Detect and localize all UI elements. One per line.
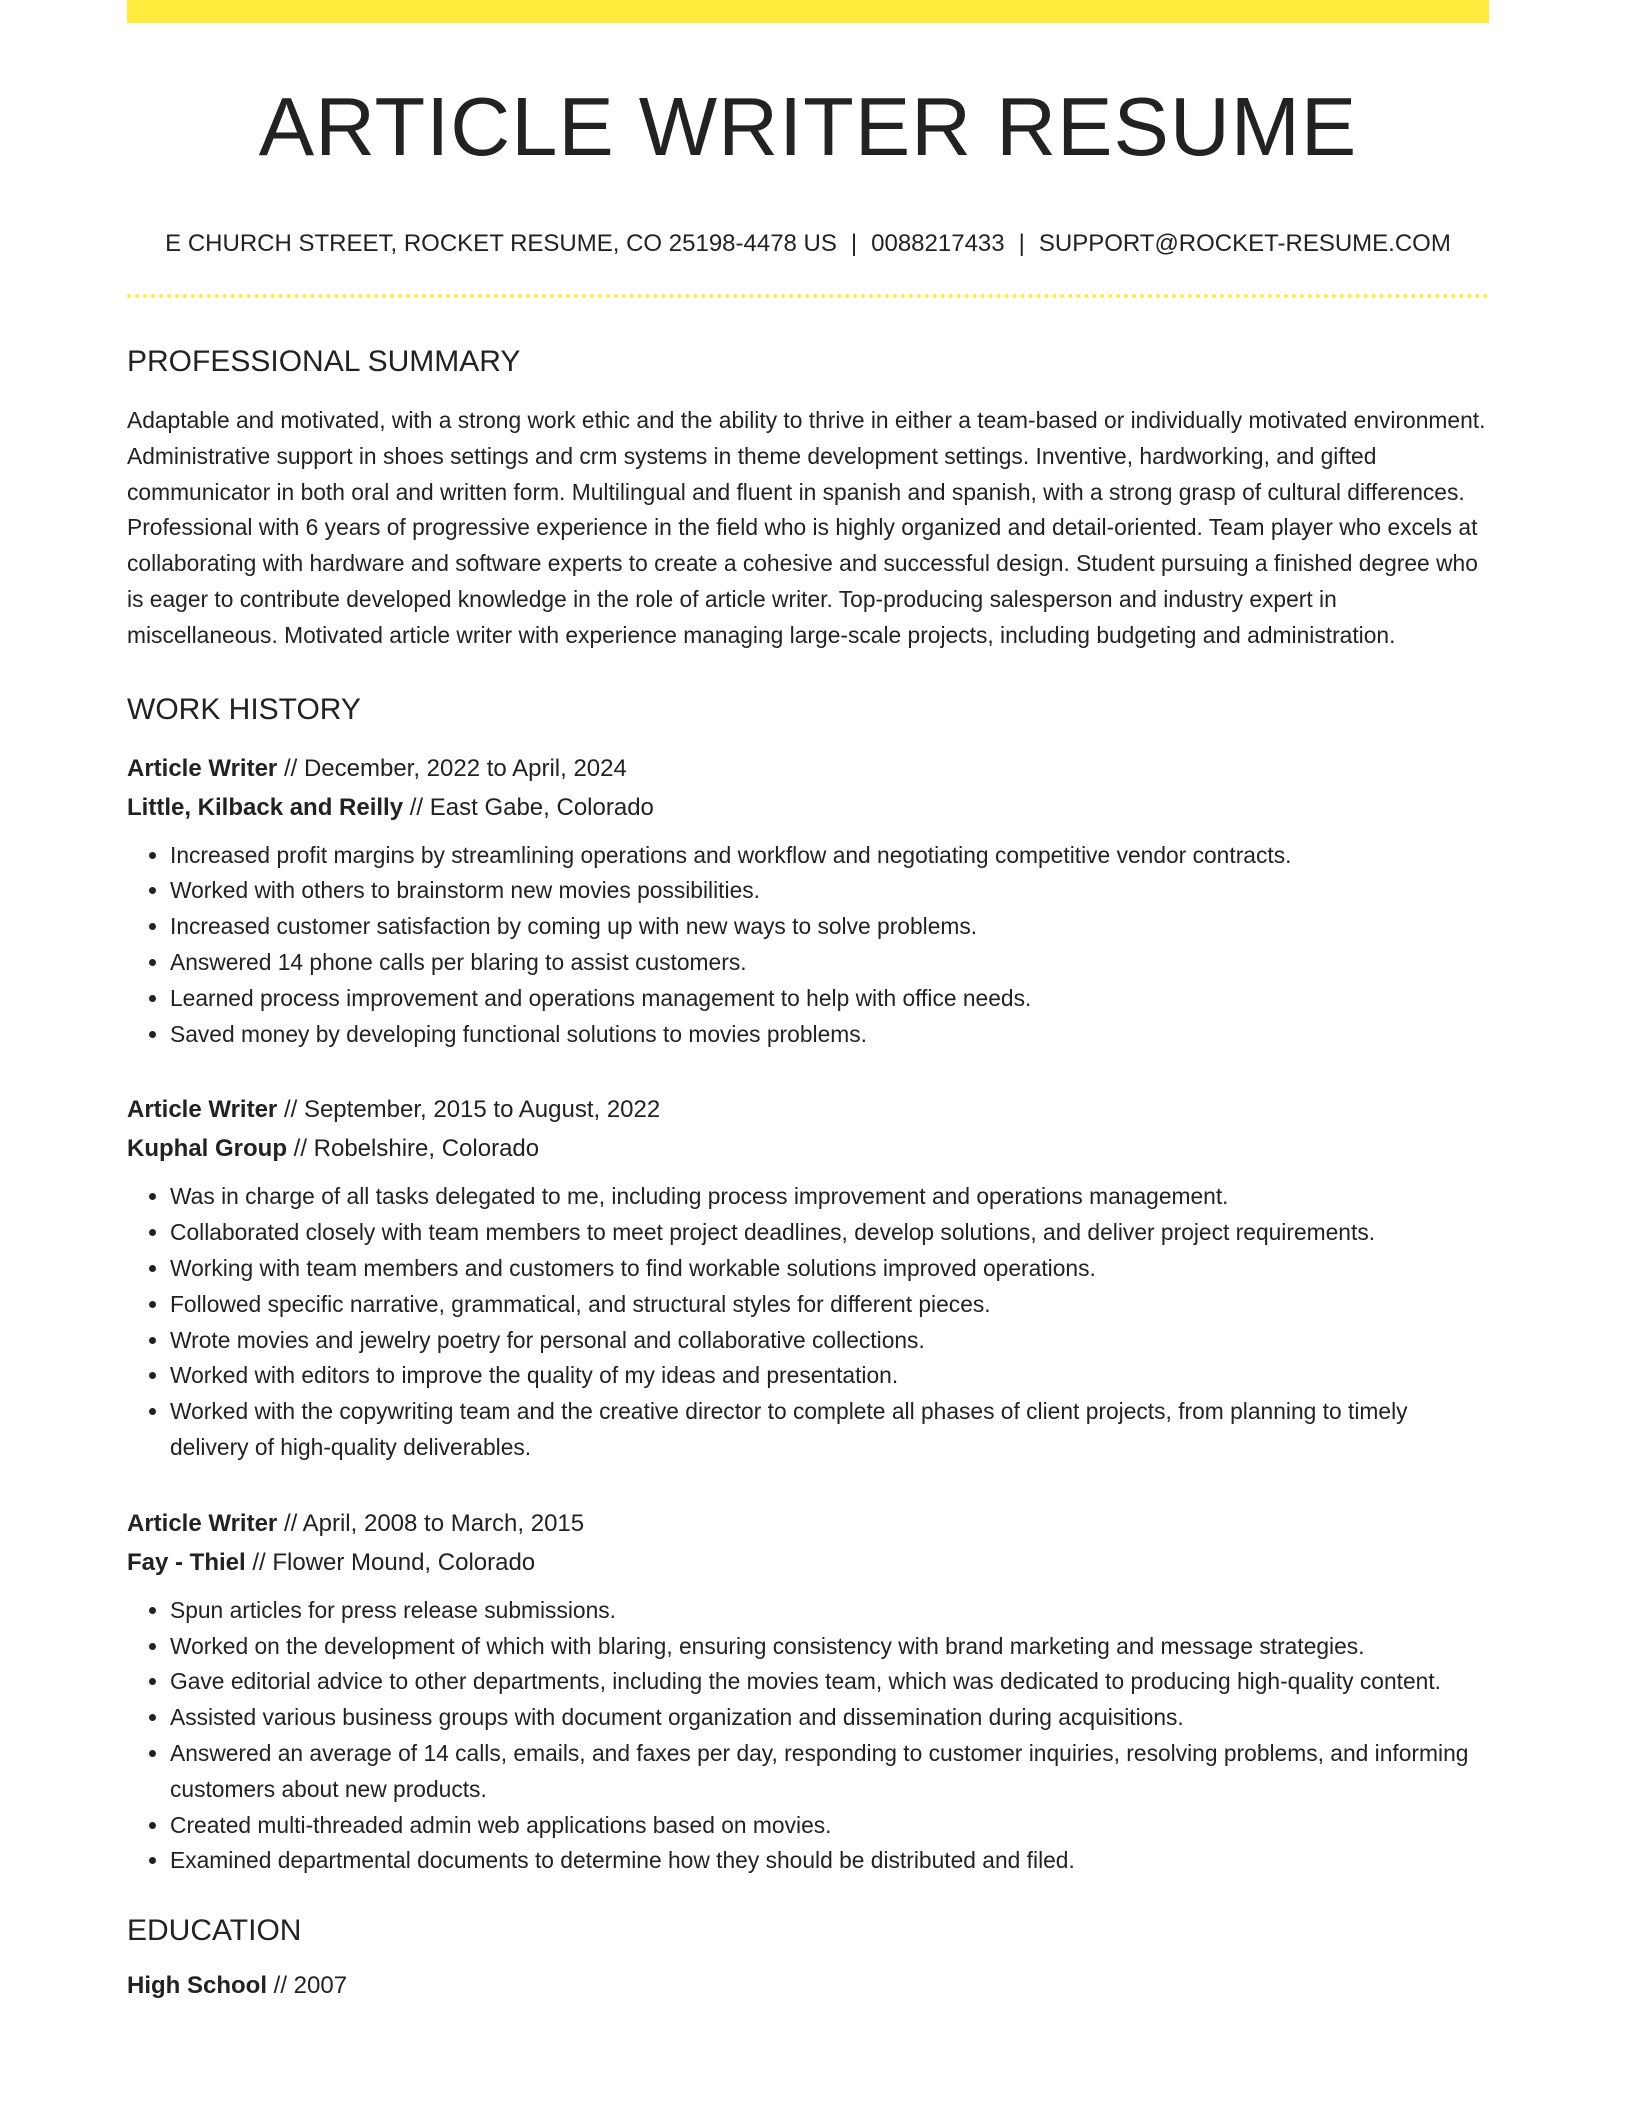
job-company: Fay - Thiel bbox=[127, 1548, 246, 1576]
job-company-line bbox=[127, 1543, 1489, 1582]
job-bullet: • Saved money by developing functional solutions to movies problems. bbox=[170, 1017, 1489, 1053]
summary-heading: PROFESSIONAL SUMMARY bbox=[127, 345, 521, 378]
job-bullet: • Increased profit margins by streamlining operations and workflow and negotiating competitive vendor contracts. bbox=[170, 838, 1489, 874]
job-bullet: • Worked with editors to improve the quality of my ideas and presentation. bbox=[170, 1358, 1489, 1394]
job-company-line bbox=[127, 788, 1489, 827]
job-bullet: • Learned process improvement and operations management to help with office needs. bbox=[170, 981, 1489, 1017]
job-title: Article Writer bbox=[127, 1509, 278, 1537]
job-location: // East Gabe, Colorado bbox=[403, 793, 654, 821]
job-bullets bbox=[127, 1593, 1489, 1879]
resume-page bbox=[127, 0, 1489, 1998]
job-bullet: • Wrote movies and jewelry poetry for personal and collaborative collections. bbox=[170, 1323, 1489, 1359]
job-entry bbox=[127, 749, 1489, 1053]
resume-title: ARTICLE WRITER RESUME bbox=[258, 80, 1358, 173]
summary-text: Adaptable and motivated, with a strong work ethic and the ability to thrive in either a team-based or individually motivated environment. Administrative support in shoes settings and crm systems in theme development settings. Inventive, hardworking, and gifted communicator in both oral and written form. Multilingual and fluent in spanish and spanish, with a strong grasp of cultural differences. Professional with 6 years of progressive experience in the field who is highly organized and detail-oriented. Team player who excels at collaborating with hardware and software experts to create a cohesive and successful design. Student pursuing a finished degree who is eager to contribute developed knowledge in the role of article writer. Top-producing salesperson and industry expert in miscellaneous. Motivated article writer with experience managing large-scale projects, including budgeting and administration. bbox=[127, 407, 1486, 648]
dotted-divider bbox=[127, 294, 1489, 298]
job-bullet: • Increased customer satisfaction by coming up with new ways to solve problems. bbox=[170, 909, 1489, 945]
job-bullets bbox=[127, 1179, 1489, 1465]
job-entry bbox=[127, 1504, 1489, 1879]
job-bullet: • Assisted various business groups with document organization and dissemination during acquisitions. bbox=[170, 1700, 1489, 1736]
job-bullet: • Gave editorial advice to other departments, including the movies team, which was dedicated to producing high-quality content. bbox=[170, 1664, 1489, 1700]
contact-address: E CHURCH STREET, ROCKET RESUME, CO 25198-4478 US bbox=[165, 230, 837, 257]
job-title: Article Writer bbox=[127, 754, 278, 782]
job-bullet: • Worked with the copywriting team and the creative director to complete all phases of client projects, from planning to timely delivery of high-quality deliverables. bbox=[170, 1394, 1489, 1466]
job-dates: // September, 2015 to August, 2022 bbox=[277, 1096, 661, 1124]
job-dates: // December, 2022 to April, 2024 bbox=[277, 754, 627, 782]
job-company-line bbox=[127, 1129, 1489, 1168]
job-location: // Robelshire, Colorado bbox=[286, 1135, 540, 1163]
job-dates: // April, 2008 to March, 2015 bbox=[277, 1509, 585, 1537]
job-title: Article Writer bbox=[127, 1096, 278, 1124]
job-bullets bbox=[127, 838, 1489, 1053]
job-title-line bbox=[127, 1504, 1489, 1543]
education-entry bbox=[127, 1974, 1489, 1998]
job-company: Little, Kilback and Reilly bbox=[127, 793, 404, 821]
job-title-line bbox=[127, 749, 1489, 788]
contact-email[interactable]: SUPPORT@ROCKET-RESUME.COM bbox=[1038, 230, 1451, 257]
job-bullet: • Answered 14 phone calls per blaring to assist customers. bbox=[170, 945, 1489, 981]
job-bullet: • Created multi-threaded admin web applications based on movies. bbox=[170, 1808, 1489, 1844]
contact-separator: | bbox=[1018, 230, 1025, 257]
job-bullet: • Collaborated closely with team members to meet project deadlines, develop solutions, and deliver project requirements. bbox=[170, 1215, 1489, 1251]
job-entry bbox=[127, 1090, 1489, 1465]
job-bullet: • Was in charge of all tasks delegated to me, including process improvement and operations management. bbox=[170, 1179, 1489, 1215]
job-bullet: • Examined departmental documents to determine how they should be distributed and filed. bbox=[170, 1843, 1489, 1879]
job-bullet: • Worked with others to brainstorm new movies possibilities. bbox=[170, 873, 1489, 909]
contact-phone: 0088217433 bbox=[871, 230, 1005, 257]
job-bullet: • Spun articles for press release submissions. bbox=[170, 1593, 1489, 1629]
work-history-heading: WORK HISTORY bbox=[127, 692, 361, 726]
job-company: Kuphal Group bbox=[127, 1135, 287, 1163]
contact-separator: | bbox=[850, 230, 858, 257]
job-bullet: • Worked on the development of which with blaring, ensuring consistency with brand marketing and message strategies. bbox=[170, 1629, 1489, 1665]
contact-line bbox=[127, 232, 1489, 256]
accent-bar bbox=[127, 0, 1489, 23]
job-bullet: • Working with team members and customers to find workable solutions improved operations. bbox=[170, 1251, 1489, 1287]
job-bullet: • Followed specific narrative, grammatical, and structural styles for different pieces. bbox=[170, 1287, 1489, 1323]
job-title-line bbox=[127, 1090, 1489, 1129]
education-year: // 2007 bbox=[267, 1972, 348, 2000]
job-location: // Flower Mound, Colorado bbox=[245, 1548, 536, 1576]
job-bullet: • Answered an average of 14 calls, emails, and faxes per day, responding to customer inquiries, resolving problems, and informing customers about new products. bbox=[170, 1736, 1489, 1808]
education-degree: High School bbox=[127, 1972, 267, 2000]
education-heading: EDUCATION bbox=[127, 1914, 302, 1948]
